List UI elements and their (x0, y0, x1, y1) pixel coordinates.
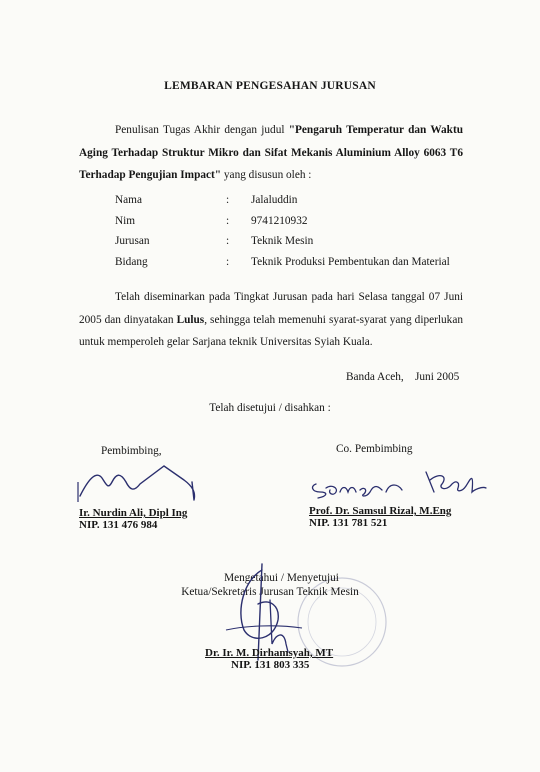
supervisor-signature (74, 452, 214, 510)
info-value: Jalaluddin (251, 194, 298, 206)
info-label: Nama (115, 194, 142, 206)
info-separator: : (226, 255, 230, 268)
info-separator: : (226, 235, 230, 247)
seminar-text: Telah diseminarkan pada Tingkat Jurusan pada hari Selasa tanggal 07 Juni 2005 dan dinyatakan (79, 291, 463, 326)
approval-line: Telah disetujui / disahkan : (209, 402, 331, 414)
head-nip: NIP. 131 803 335 (231, 659, 310, 671)
co-supervisor-signature (306, 462, 526, 508)
head-name: Dr. Ir. M. Dirhamsyah, MT (205, 647, 334, 659)
info-label: Bidang (115, 255, 148, 268)
intro-text-after: yang disusun oleh : (221, 169, 312, 181)
head-title: Ketua/Sekretaris Jurusan Teknik Mesin (181, 586, 359, 598)
info-label: Nim (115, 214, 136, 227)
intro-paragraph (79, 119, 463, 187)
supervisor-nip: NIP. 131 476 984 (79, 519, 158, 531)
thesis-title: "Pengaruh Temperatur dan Waktu Aging Terhadap Struktur Mikro dan Sifat Mekanis Aluminium Alloy 6063 T6 Terhadap Pengujian Impact" (79, 124, 463, 181)
co-supervisor-nip: NIP. 131 781 521 (309, 517, 388, 529)
co-supervisor-name: Prof. Dr. Samsul Rizal, M.Eng (309, 505, 452, 517)
place-date: Banda Aceh, Juni 2005 (346, 371, 460, 383)
supervisor-name: Ir. Nurdin Ali, Dipl Ing (79, 507, 188, 519)
info-separator: : (226, 194, 230, 206)
supervisor-role: Pembimbing, (101, 445, 162, 457)
seminar-paragraph (79, 286, 463, 354)
info-value: 9741210932 (251, 214, 308, 227)
intro-text: Penulisan Tugas Akhir dengan judul (115, 124, 289, 136)
seminar-status: Lulus (176, 313, 205, 326)
page-title: LEMBARAN PENGESAHAN JURUSAN (164, 80, 376, 92)
co-supervisor-role: Co. Pembimbing (336, 443, 413, 455)
info-label: Jurusan (115, 235, 150, 247)
info-separator: : (226, 214, 230, 227)
acknowledged-line: Mengetahui / Menyetujui (224, 572, 339, 584)
seminar-text-after: , sehingga telah memenuhi syarat-syarat yang diperlukan untuk memperoleh gelar Sarjana teknik Universitas Syiah Kuala. (79, 313, 463, 348)
info-value: Teknik Produksi Pembentukan dan Material (251, 255, 450, 268)
info-value: Teknik Mesin (251, 235, 314, 247)
